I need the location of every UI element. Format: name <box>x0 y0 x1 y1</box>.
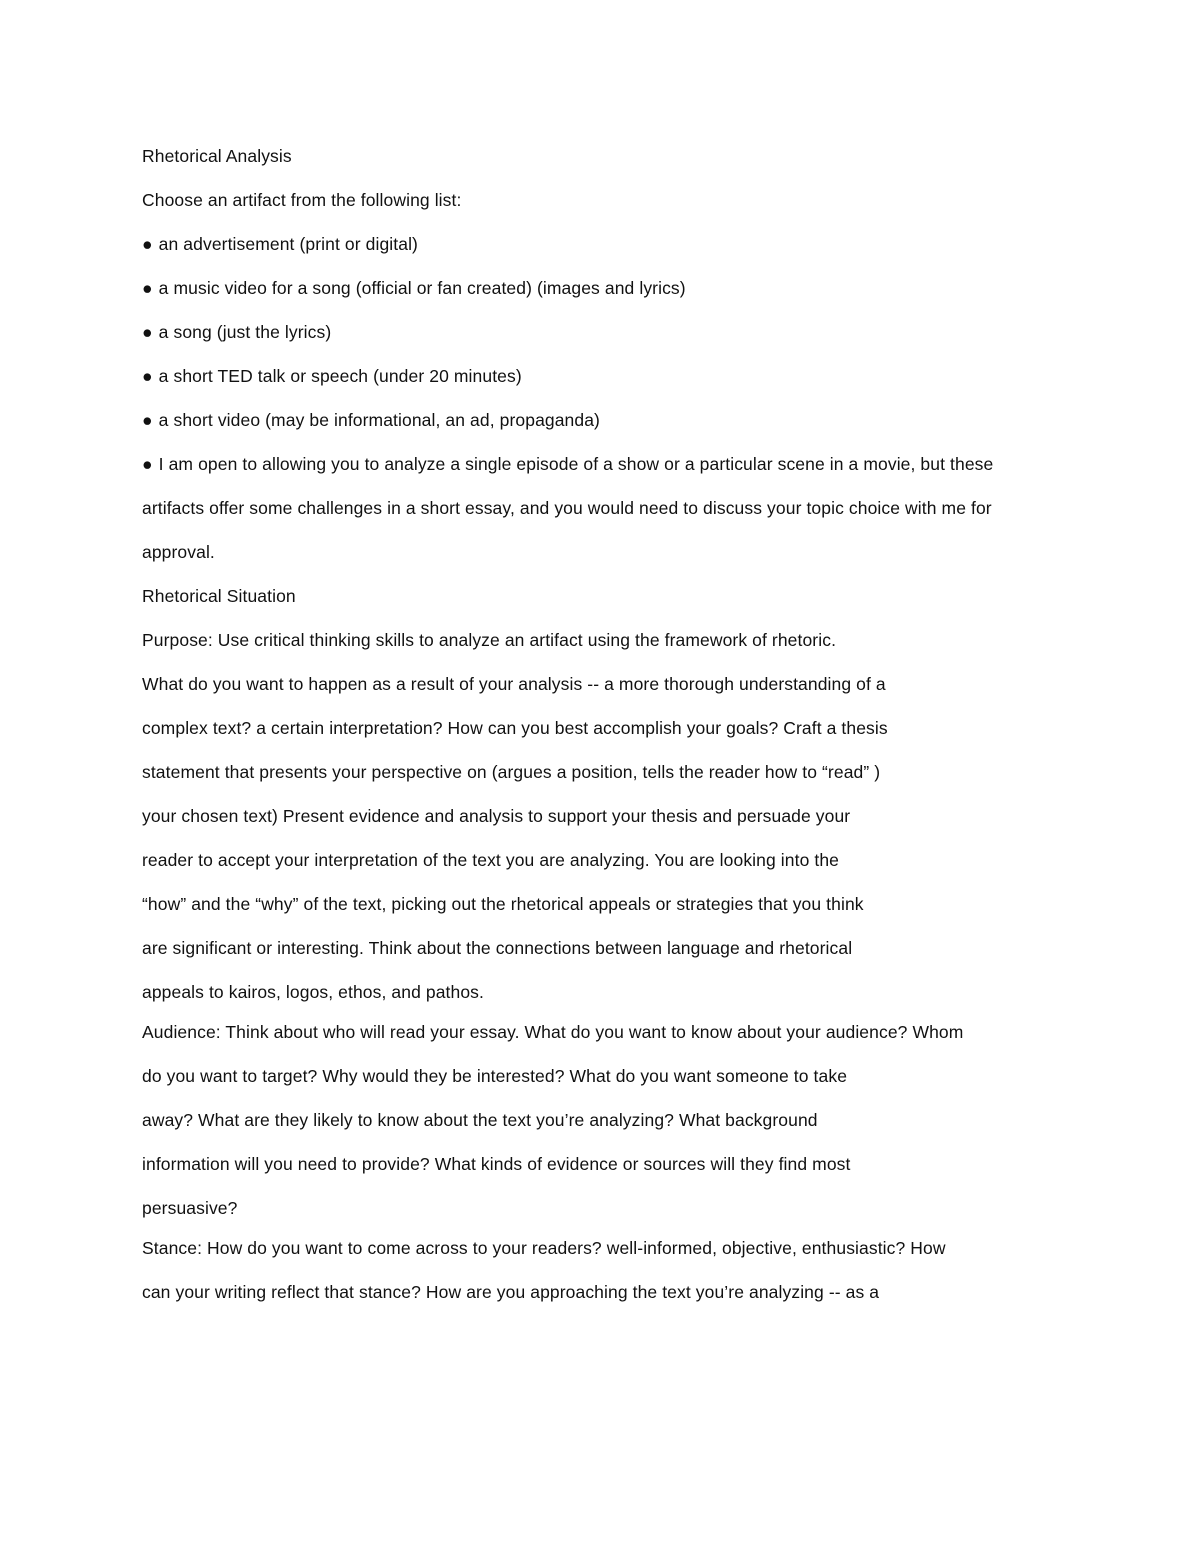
purpose-line: your chosen text) Present evidence and analysis to support your thesis and persuade your <box>142 806 851 826</box>
purpose-line: What do you want to happen as a result of your analysis -- a more thorough understanding of a <box>142 674 886 694</box>
purpose-line: statement that presents your perspective on (argues a position, tells the reader how to “read” ) <box>142 762 881 782</box>
list-item-text: a short video (may be informational, an ad, propaganda) <box>158 410 600 430</box>
list-item <box>142 406 1062 434</box>
purpose-line: complex text? a certain interpretation? How can you best accomplish your goals? Craft a thesis <box>142 718 888 738</box>
list-item-text: an advertisement (print or digital) <box>158 234 418 254</box>
bullet-icon: ● <box>142 410 153 430</box>
audience-line: information will you need to provide? What kinds of evidence or sources will they find most <box>142 1154 851 1174</box>
stance-line: can your writing reflect that stance? How are you approaching the text you’re analyzing -- as a <box>142 1282 880 1302</box>
list-item-text: I am open to allowing you to analyze a single episode of a show or a particular scene in a movie, but these <box>158 454 994 474</box>
list-item-text: a short TED talk or speech (under 20 minutes) <box>158 366 522 386</box>
intro-text: Choose an artifact from the following list: <box>142 190 462 210</box>
stance-line: Stance: How do you want to come across to your readers? well-informed, objective, enthusiastic? How <box>142 1238 946 1258</box>
bullet-icon: ● <box>142 234 153 254</box>
audience-line: persuasive? <box>142 1198 238 1218</box>
list-continuation: artifacts offer some challenges in a short essay, and you would need to discuss your topic choice with me for <box>142 498 992 518</box>
list-item-text: a music video for a song (official or fan created) (images and lyrics) <box>158 278 686 298</box>
list-continuation: approval. <box>142 542 215 562</box>
audience-line: Audience: Think about who will read your essay. What do you want to know about your audience? Whom <box>142 1022 964 1042</box>
section-heading: Rhetorical Situation <box>142 586 296 606</box>
document-title: Rhetorical Analysis <box>142 146 292 166</box>
list-item-text: a song (just the lyrics) <box>158 322 332 342</box>
list-item <box>142 230 1062 258</box>
list-item <box>142 362 1062 390</box>
audience-line: away? What are they likely to know about the text you’re analyzing? What background <box>142 1110 818 1130</box>
list-item <box>142 274 1062 302</box>
bullet-icon: ● <box>142 366 153 386</box>
bullet-icon: ● <box>142 278 153 298</box>
document-body <box>142 142 1062 1322</box>
list-item <box>142 318 1062 346</box>
purpose-line: are significant or interesting. Think about the connections between language and rhetorical <box>142 938 853 958</box>
list-item <box>142 450 1062 478</box>
purpose-line: “how” and the “why” of the text, picking out the rhetorical appeals or strategies that you think <box>142 894 864 914</box>
bullet-icon: ● <box>142 454 153 474</box>
bullet-icon: ● <box>142 322 153 342</box>
audience-line: do you want to target? Why would they be interested? What do you want someone to take <box>142 1066 848 1086</box>
purpose-line: Purpose: Use critical thinking skills to analyze an artifact using the framework of rhetoric. <box>142 630 837 650</box>
purpose-line: appeals to kairos, logos, ethos, and pathos. <box>142 982 484 1002</box>
purpose-line: reader to accept your interpretation of the text you are analyzing. You are looking into the <box>142 850 840 870</box>
